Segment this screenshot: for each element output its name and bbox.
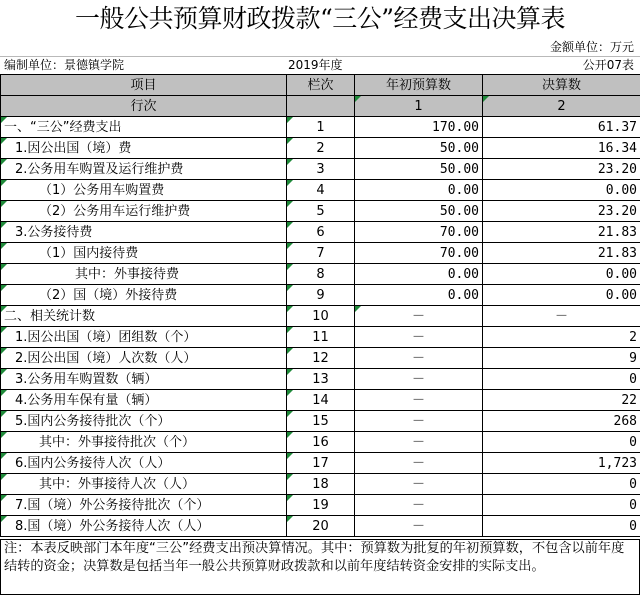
table-row (1, 180, 640, 201)
row-line[interactable]: 16 (287, 432, 355, 453)
row-item[interactable]: 其中：外事接待人次（人） (1, 474, 287, 495)
row-item[interactable]: （2）国（境）外接待费 (1, 285, 287, 306)
row-budget[interactable]: 70.00 (355, 243, 483, 264)
table-row (1, 474, 640, 495)
row-final[interactable]: 0 (483, 516, 640, 537)
row-final[interactable]: 0 (483, 432, 640, 453)
row-index-line[interactable] (287, 96, 355, 117)
row-budget[interactable]: － (355, 495, 483, 516)
header-line[interactable]: 栏次 (287, 75, 355, 96)
header-budget[interactable]: 年初预算数 (355, 75, 483, 96)
row-item[interactable]: 6.国内公务接待人次（人） (1, 453, 287, 474)
row-item[interactable]: 其中：外事接待费 (1, 264, 287, 285)
row-final[interactable]: 1,723 (483, 453, 640, 474)
row-final[interactable]: 0 (483, 369, 640, 390)
row-line[interactable]: 9 (287, 285, 355, 306)
table-footnote: 注：本表反映部门本年度“三公”经费支出预决算情况。其中：预算数为批复的年初预算数，不包含以前年度结转的资金；决算数是包括当年一般公共预算财政拨款和以前年度结转资金安排的实际支出。 (0, 539, 640, 595)
year-label: 2019年度 (288, 58, 343, 72)
unit-label: 金额单位：万元 (549, 40, 634, 54)
row-item[interactable]: 3.公务用车购置数（辆） (1, 369, 287, 390)
table-body (1, 117, 640, 537)
form-code: 公开07表 (582, 58, 634, 72)
expense-table (0, 74, 640, 537)
row-budget[interactable]: － (355, 369, 483, 390)
row-final[interactable]: 0 (483, 474, 640, 495)
table-header-row (1, 75, 640, 96)
row-line[interactable]: 4 (287, 180, 355, 201)
row-budget[interactable]: 0.00 (355, 285, 483, 306)
row-budget[interactable]: － (355, 474, 483, 495)
row-line[interactable]: 7 (287, 243, 355, 264)
row-final[interactable]: 21.83 (483, 222, 640, 243)
row-final[interactable]: 61.37 (483, 117, 640, 138)
table-row (1, 222, 640, 243)
table-row (1, 285, 640, 306)
row-final[interactable]: 2 (483, 327, 640, 348)
row-item[interactable]: 3.公务接待费 (1, 222, 287, 243)
row-item[interactable]: 二、相关统计数 (1, 306, 287, 327)
row-final[interactable]: 268 (483, 411, 640, 432)
header-item[interactable]: 项目 (1, 75, 287, 96)
table-row (1, 495, 640, 516)
row-final[interactable]: 0.00 (483, 264, 640, 285)
row-line[interactable]: 8 (287, 264, 355, 285)
table-row (1, 327, 640, 348)
row-budget[interactable]: 50.00 (355, 159, 483, 180)
table-row (1, 411, 640, 432)
row-budget[interactable]: 70.00 (355, 222, 483, 243)
row-final[interactable]: 0 (483, 495, 640, 516)
row-line[interactable]: 19 (287, 495, 355, 516)
row-line[interactable]: 11 (287, 327, 355, 348)
row-item[interactable]: 其中：外事接待批次（个） (1, 432, 287, 453)
row-index (1, 96, 640, 117)
row-budget[interactable]: 170.00 (355, 117, 483, 138)
row-line[interactable]: 2 (287, 138, 355, 159)
row-line[interactable]: 1 (287, 117, 355, 138)
row-line[interactable]: 18 (287, 474, 355, 495)
row-budget[interactable]: － (355, 327, 483, 348)
table-row (1, 432, 640, 453)
row-budget[interactable]: 0.00 (355, 264, 483, 285)
table-row (1, 516, 640, 537)
row-item[interactable]: 2.公务用车购置及运行维护费 (1, 159, 287, 180)
row-budget[interactable]: 50.00 (355, 201, 483, 222)
row-item[interactable]: 2.因公出国（境）人次数（人） (1, 348, 287, 369)
row-line[interactable]: 5 (287, 201, 355, 222)
table-row (1, 159, 640, 180)
table-row (1, 243, 640, 264)
row-final[interactable]: 0.00 (483, 180, 640, 201)
row-final[interactable]: 16.34 (483, 138, 640, 159)
row-final[interactable]: 23.20 (483, 159, 640, 180)
row-budget[interactable]: － (355, 453, 483, 474)
table-row (1, 264, 640, 285)
row-line[interactable]: 17 (287, 453, 355, 474)
table-row (1, 117, 640, 138)
row-budget[interactable]: － (355, 390, 483, 411)
table-row (1, 138, 640, 159)
row-index-budget[interactable]: 1 (355, 96, 483, 117)
row-budget[interactable]: － (355, 411, 483, 432)
table-row (1, 348, 640, 369)
row-final[interactable]: － (483, 306, 640, 327)
row-line[interactable]: 6 (287, 222, 355, 243)
row-item[interactable]: （2）公务用车运行维护费 (1, 201, 287, 222)
row-final[interactable]: 22 (483, 390, 640, 411)
row-item[interactable]: 一、“三公”经费支出 (1, 117, 287, 138)
row-item[interactable]: （1）公务用车购置费 (1, 180, 287, 201)
row-budget[interactable]: － (355, 516, 483, 537)
row-budget[interactable]: － (355, 432, 483, 453)
row-line[interactable]: 15 (287, 411, 355, 432)
row-index-final[interactable]: 2 (483, 96, 640, 117)
row-budget[interactable]: － (355, 348, 483, 369)
row-line[interactable]: 10 (287, 306, 355, 327)
table-row (1, 453, 640, 474)
row-item[interactable]: （1）国内接待费 (1, 243, 287, 264)
table-row (1, 306, 640, 327)
row-line[interactable]: 13 (287, 369, 355, 390)
row-item[interactable]: 1.因公出国（境）费 (1, 138, 287, 159)
table-row (1, 201, 640, 222)
row-item[interactable]: 7.国（境）外公务接待批次（个） (1, 495, 287, 516)
row-item[interactable]: 4.公务用车保有量（辆） (1, 390, 287, 411)
row-line[interactable]: 12 (287, 348, 355, 369)
row-item[interactable]: 8.国（境）外公务接待人次（人） (1, 516, 287, 537)
report-title: 一般公共预算财政拨款“三公”经费支出决算表 (74, 4, 566, 33)
row-budget[interactable]: － (355, 306, 483, 327)
row-final[interactable]: 23.20 (483, 201, 640, 222)
row-budget[interactable]: 0.00 (355, 180, 483, 201)
row-item[interactable]: 1.因公出国（境）团组数（个） (1, 327, 287, 348)
row-line[interactable]: 3 (287, 159, 355, 180)
row-final[interactable]: 9 (483, 348, 640, 369)
row-final[interactable]: 21.83 (483, 243, 640, 264)
row-line[interactable]: 20 (287, 516, 355, 537)
row-line[interactable]: 14 (287, 390, 355, 411)
row-final[interactable]: 0.00 (483, 285, 640, 306)
table-row (1, 390, 640, 411)
header-final[interactable]: 决算数 (483, 75, 640, 96)
row-index-label[interactable]: 行次 (1, 96, 287, 117)
org-label: 编制单位：景德镇学院 (4, 58, 125, 72)
row-item[interactable]: 5.国内公务接待批次（个） (1, 411, 287, 432)
row-budget[interactable]: 50.00 (355, 138, 483, 159)
table-row (1, 369, 640, 390)
